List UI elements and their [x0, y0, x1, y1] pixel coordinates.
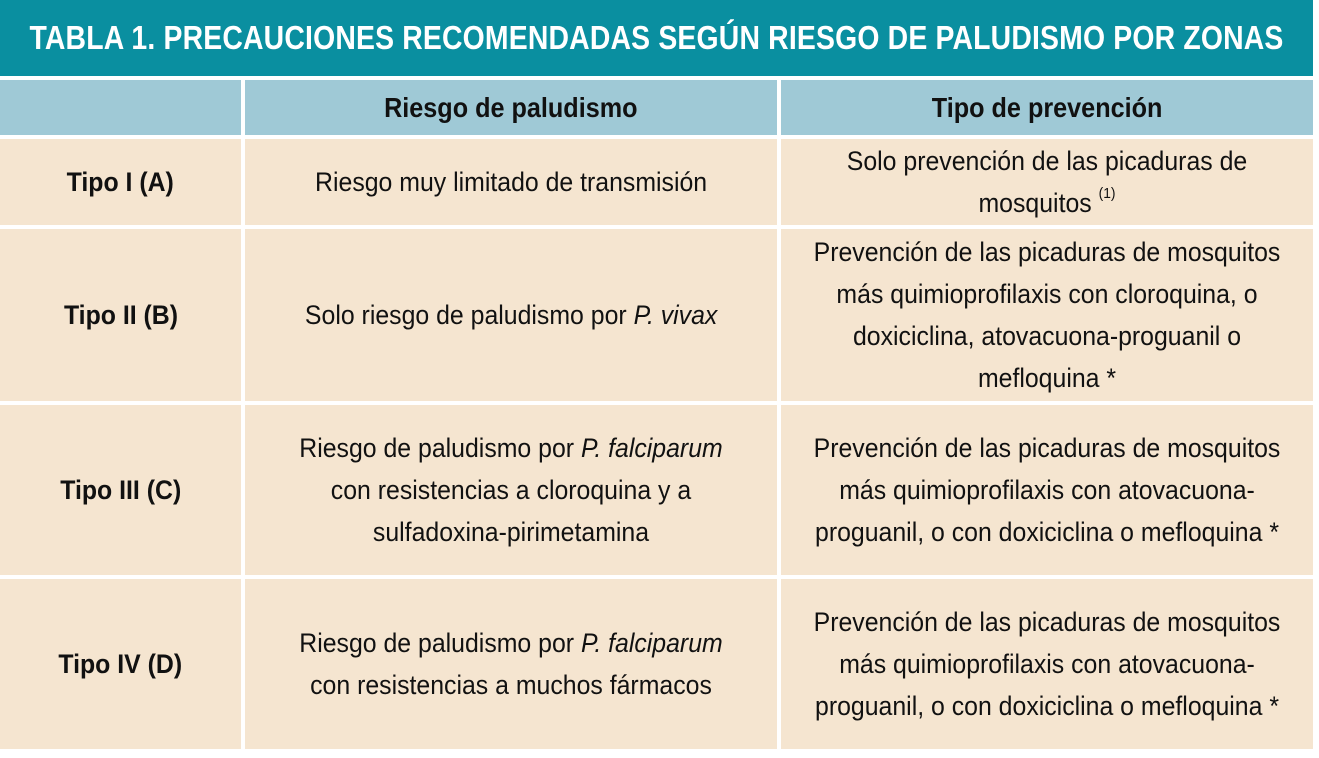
row-risk-cell [245, 139, 777, 225]
row-type-cell [0, 229, 241, 401]
row-risk-text: Riesgo muy limitado de transmisión [314, 167, 708, 197]
header-risk [245, 80, 777, 135]
row-risk-cell [245, 229, 777, 401]
row-type-label: Tipo III (C) [60, 475, 181, 505]
row-prevention-text: Prevención de las picaduras de mosquitos más quimioprofilaxis con atovacuona-proguanil, o con doxiciclina o mefloquina * [813, 433, 1281, 547]
row-prevention-cell [781, 139, 1313, 225]
row-risk-text: Riesgo de paludismo por P. falciparum con resistencias a cloroquina y a sulfadoxina-pirimetamina [299, 433, 723, 547]
row-risk-text: Riesgo de paludismo por P. falciparum con resistencias a muchos fármacos [299, 628, 723, 700]
header-risk-label: Riesgo de paludismo [384, 91, 638, 123]
header-prevention-label: Tipo de prevención [931, 91, 1163, 123]
row-prevention-text: Prevención de las picaduras de mosquitos más quimioprofilaxis con atovacuona-proguanil, o con doxiciclina o mefloquina * [813, 607, 1281, 721]
row-prevention-cell [781, 405, 1313, 575]
row-type-label: Tipo I (A) [66, 167, 175, 197]
row-type-label: Tipo IV (D) [58, 649, 183, 679]
header-empty-cell [0, 80, 241, 135]
footnote-marker: (1) [1098, 185, 1116, 202]
row-type-cell [0, 579, 241, 749]
row-type-cell [0, 139, 241, 225]
table-title: TABLA 1. PRECAUCIONES RECOMENDADAS SEGÚN RIESGO DE PALUDISMO POR ZONAS [92, 0, 1221, 76]
row-type-label: Tipo II (B) [63, 300, 178, 330]
row-risk-cell [245, 405, 777, 575]
row-prevention-cell [781, 229, 1313, 401]
row-prevention-text: Solo prevención de las picaduras de mosquitos $^{(1)}$ [846, 146, 1248, 218]
row-prevention-text: Prevención de las picaduras de mosquitos más quimioprofilaxis con cloroquina, o doxiciclina, atovacuona-proguanil o mefloquina * [813, 237, 1281, 393]
header-prevention [781, 80, 1313, 135]
row-type-cell [0, 405, 241, 575]
row-risk-text: Solo riesgo de paludismo por P. vivax [304, 300, 718, 330]
row-risk-cell [245, 579, 777, 749]
row-prevention-cell [781, 579, 1313, 749]
